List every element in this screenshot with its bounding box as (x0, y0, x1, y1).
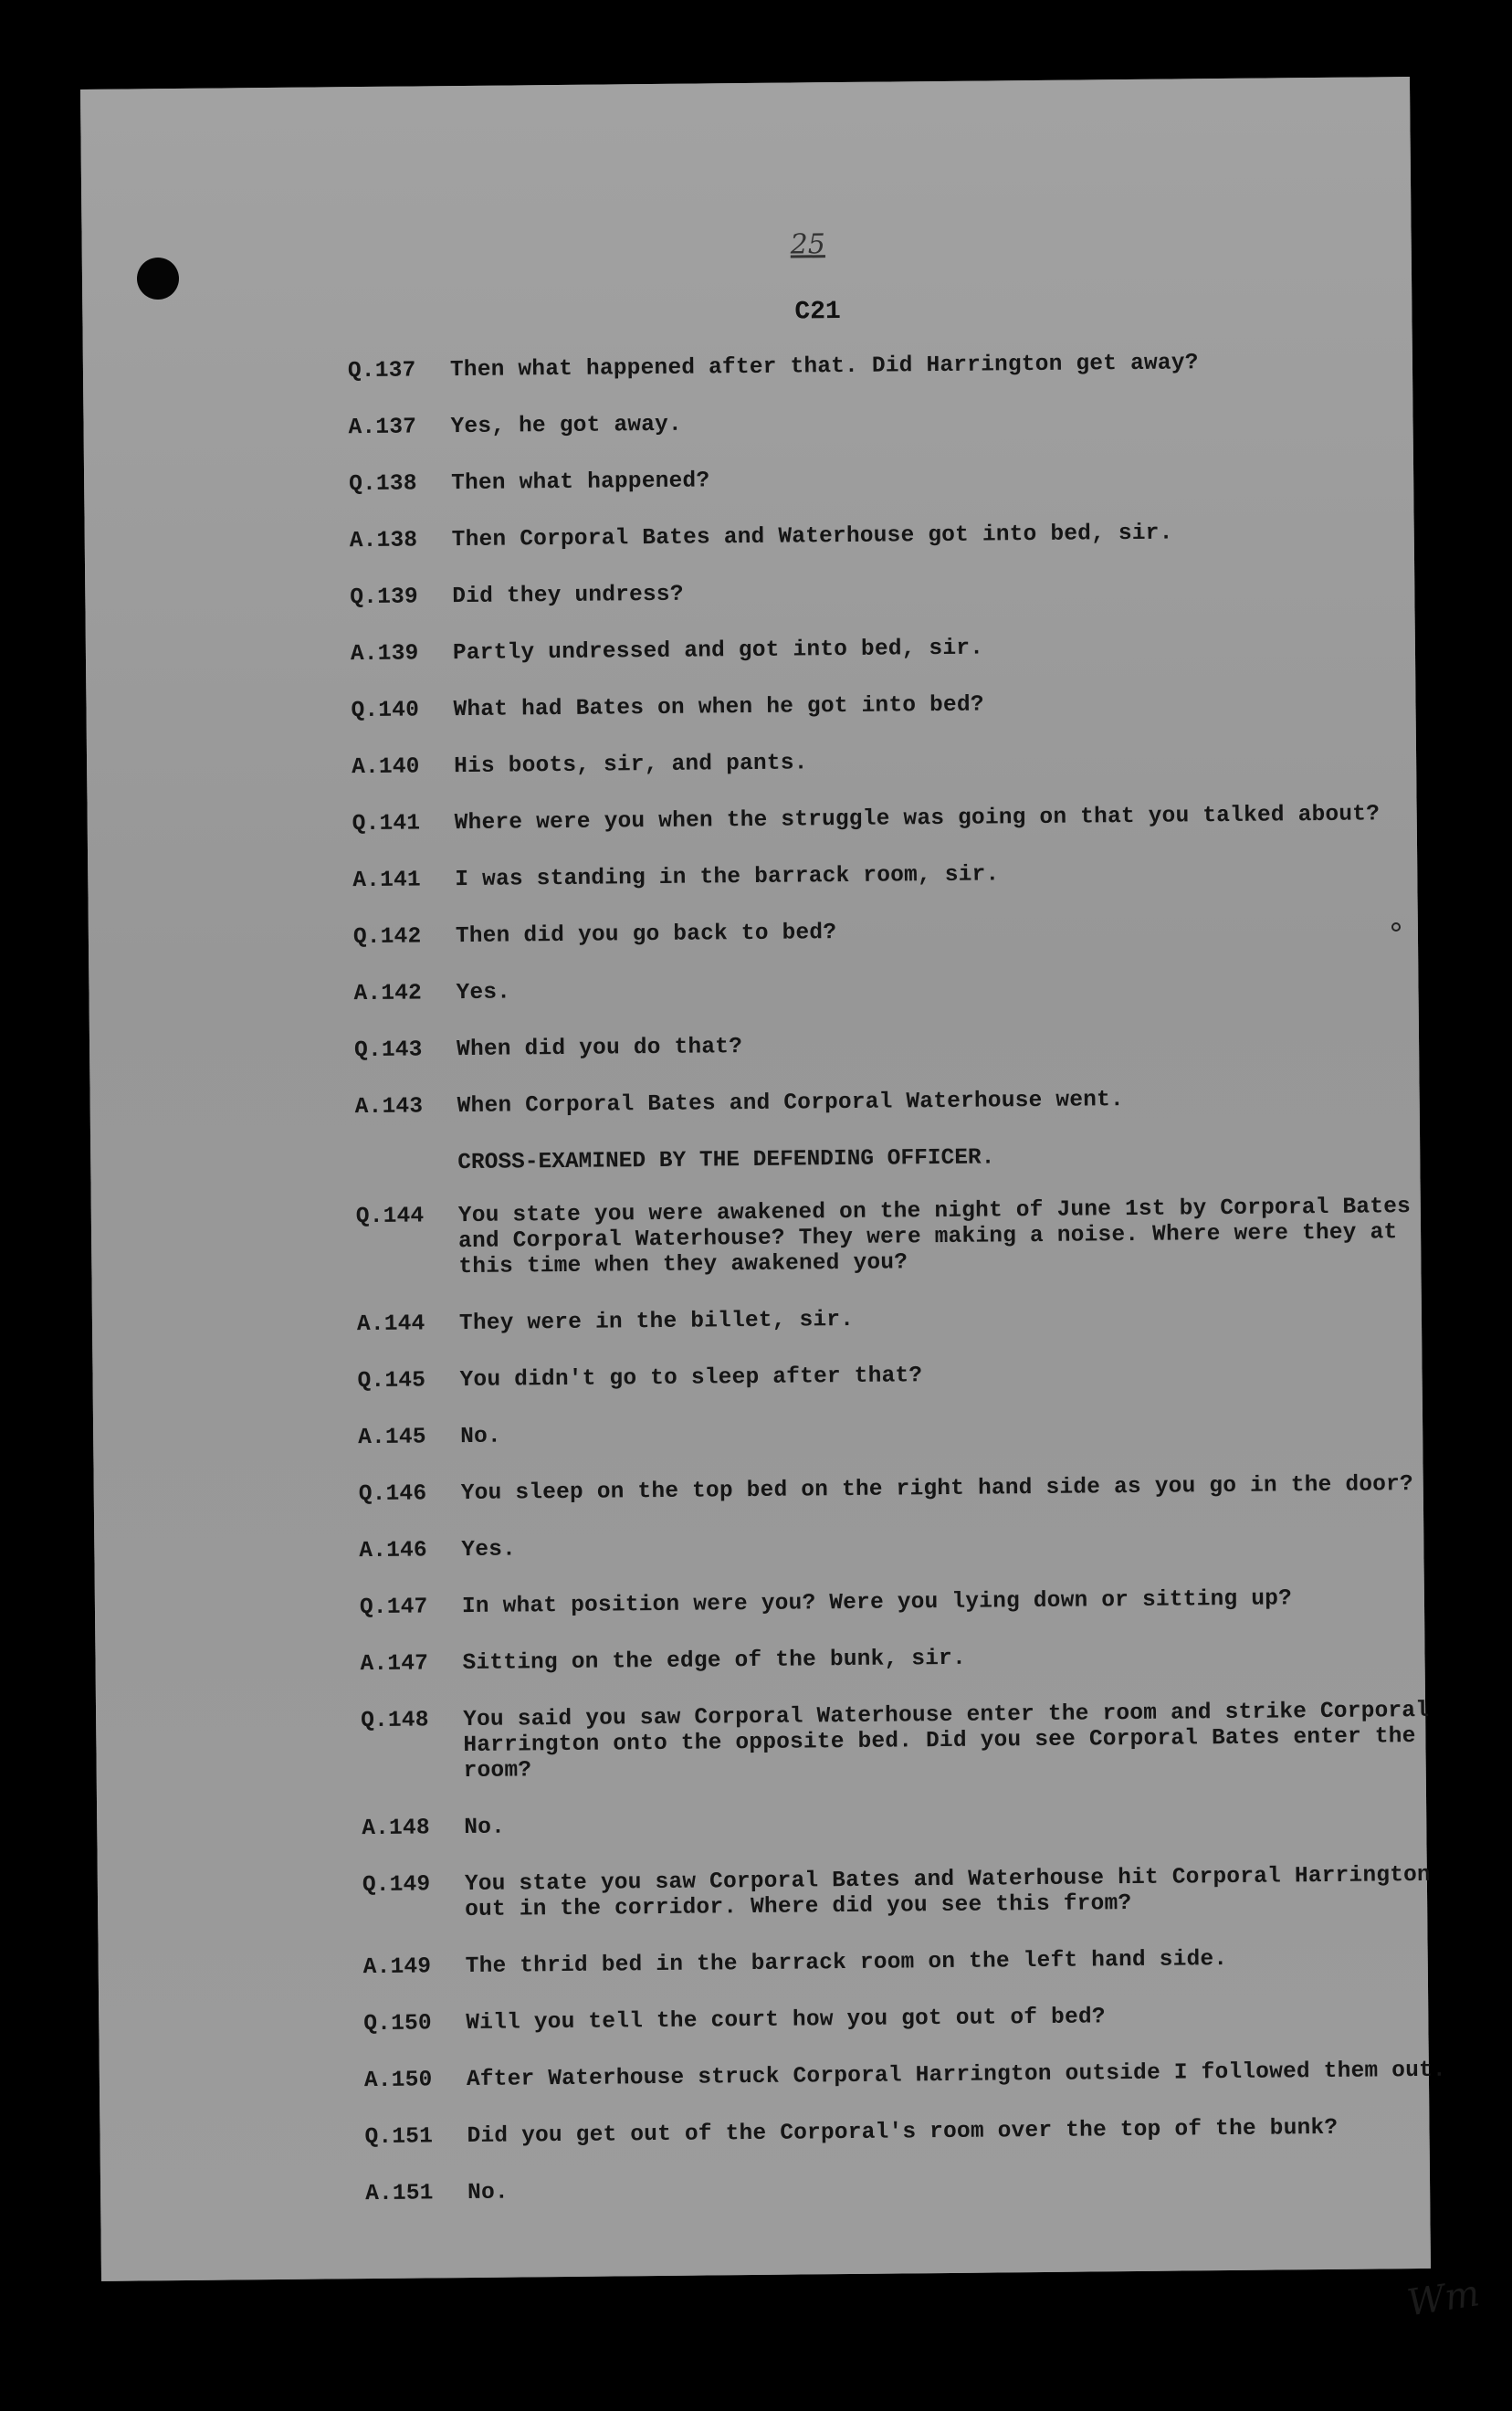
question-entry (356, 1195, 1453, 1282)
entry-label: A.137 (348, 415, 417, 441)
entry-label: A.151 (365, 2181, 434, 2207)
answer-entry (364, 2058, 1460, 2095)
question-entry (357, 1359, 1453, 1395)
handwritten-initials: Wm (1404, 2272, 1483, 2325)
answer-entry (358, 1416, 1454, 1452)
entry-text: Yes. (461, 1537, 517, 1563)
entry-label: Q.148 (361, 1708, 429, 1734)
answer-entry (351, 632, 1446, 669)
answer-entry (350, 519, 1445, 555)
entry-label: Q.140 (351, 698, 420, 724)
entry-label: A.144 (356, 1311, 425, 1338)
entry-text: Partly undressed and got into bed, sir. (452, 636, 984, 667)
question-entry (354, 1028, 1450, 1065)
entry-text: Then did you go back to bed? (455, 921, 837, 950)
entry-text: You said you saw Corporal Waterhouse enter the room and strike Corporal Harrington onto the opposite bed. Did you see Corporal Bates enter the room? (463, 1698, 1430, 1785)
entry-label: Q.142 (352, 924, 422, 951)
answer-entry (355, 1085, 1451, 1121)
question-entry (351, 689, 1446, 725)
entry-text: No. (467, 2180, 509, 2206)
entry-label: Q.151 (364, 2124, 434, 2151)
entry-text: You state you were awakened on the night of June 1st by Corporal Bates and Corporal Waterhouse? They were making a noise. Where were they at this time when they awakened you? (457, 1195, 1412, 1280)
question-entry (353, 915, 1449, 952)
question-entry (349, 462, 1444, 499)
entry-text: After Waterhouse struck Corporal Harrington outside I followed them out. (466, 2058, 1447, 2093)
entry-label: Q.137 (347, 358, 416, 384)
answer-entry (348, 405, 1444, 442)
entry-text: They were in the billet, sir. (458, 1307, 855, 1337)
answer-entry (352, 745, 1447, 782)
answer-entry (365, 2172, 1461, 2208)
entry-label: Q.150 (363, 2011, 432, 2037)
question-entry (360, 1585, 1455, 1622)
entry-label: Q.149 (362, 1872, 431, 1899)
entry-label: Q.144 (355, 1204, 425, 1230)
entry-label: A.141 (352, 868, 421, 894)
entry-text: In what position were you? Were you lying down or sitting up? (461, 1586, 1293, 1620)
answer-entry (353, 972, 1449, 1008)
entry-text: Yes, he got away. (450, 412, 683, 440)
entry-text: Yes. (456, 980, 511, 1006)
section-heading: CROSS-EXAMINED BY THE DEFENDING OFFICER. (457, 1145, 995, 1176)
entry-label: A.139 (350, 641, 419, 668)
entry-text: No. (460, 1424, 502, 1450)
entry-label: A.142 (353, 981, 423, 1007)
question-entry (364, 2115, 1460, 2152)
question-entry (363, 2002, 1459, 2038)
entry-label: Q.146 (358, 1481, 427, 1508)
entry-text: Then what happened after that. Did Harrington get away? (449, 351, 1199, 384)
entry-text: You didn't go to sleep after that? (459, 1363, 923, 1394)
entry-text: You sleep on the top bed on the right hand side as you go in the door? (460, 1472, 1414, 1507)
question-entry (352, 802, 1448, 838)
entry-text: The thrid bed in the barrack room on the left hand side. (465, 1947, 1228, 1980)
answer-entry (352, 858, 1448, 895)
entry-text: Where were you when the struggle was going on that you talked about? (454, 802, 1381, 837)
typed-page-number: C21 (794, 298, 841, 327)
entry-text: What had Bates on when he got into bed? (453, 692, 984, 723)
entry-text: Did you get out of the Corporal's room over the top of the bunk? (467, 2115, 1339, 2150)
question-entry (350, 575, 1445, 612)
entry-text: Did they undress? (452, 582, 684, 610)
entry-label: A.145 (358, 1425, 426, 1451)
entry-text: Sitting on the edge of the bunk, sir. (462, 1646, 967, 1677)
answer-entry (363, 1945, 1459, 1982)
question-entry (348, 349, 1444, 385)
entry-label: A.149 (362, 1954, 432, 1981)
entry-text: When did you do that? (456, 1035, 743, 1063)
entry-text: No. (464, 1815, 506, 1841)
entry-label: Q.141 (352, 811, 421, 837)
entry-text: Will you tell the court how you got out of bed? (466, 2005, 1106, 2037)
question-entry (359, 1472, 1454, 1509)
entry-text: When Corporal Bates and Corporal Waterhouse went. (457, 1088, 1125, 1120)
entry-label: A.143 (354, 1094, 424, 1121)
entry-text: His boots, sir, and pants. (454, 751, 808, 780)
question-entry (361, 1699, 1457, 1786)
answer-entry (360, 1642, 1455, 1679)
answer-entry (362, 1806, 1457, 1843)
entry-label: Q.147 (359, 1595, 428, 1621)
answer-entry (357, 1302, 1453, 1339)
paper-speck (1391, 922, 1401, 932)
entry-label: A.148 (362, 1816, 430, 1842)
punch-hole (137, 258, 179, 300)
entry-text: I was standing in the barrack room, sir. (455, 862, 1000, 893)
entry-label: A.147 (360, 1651, 429, 1678)
entry-label: A.138 (349, 528, 418, 554)
entry-label: A.150 (363, 2068, 433, 2094)
question-entry (362, 1863, 1458, 1925)
entry-text: Then what happened? (451, 469, 710, 497)
entry-label: A.146 (359, 1538, 428, 1564)
entry-label: A.140 (352, 754, 420, 781)
entry-text: Then Corporal Bates and Waterhouse got into bed, sir. (451, 521, 1173, 553)
document-page (80, 77, 1483, 2325)
entry-label: Q.145 (357, 1368, 426, 1395)
handwritten-page-number: 25 (790, 228, 826, 261)
entry-text: You state you saw Corporal Bates and Waterhouse hit Corporal Harrington out in the corridor. Where did you see this from? (464, 1862, 1432, 1923)
answer-entry (359, 1529, 1454, 1565)
entry-label: Q.139 (350, 584, 418, 611)
transcript-body (348, 349, 1462, 2238)
entry-label: Q.138 (349, 471, 417, 498)
entry-label: Q.143 (353, 1037, 423, 1064)
